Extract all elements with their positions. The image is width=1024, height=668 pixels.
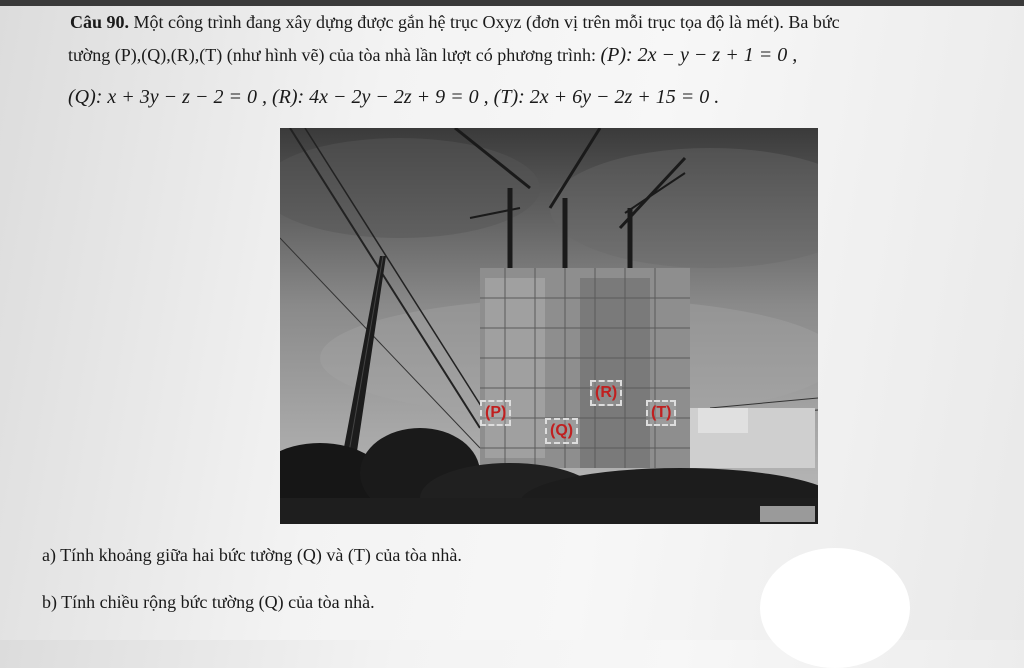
wall-label-t: (T) <box>646 400 676 426</box>
problem-number: Câu 90. <box>70 12 130 32</box>
problem-line-2-prefix: tường (P),(Q),(R),(T) (như hình vẽ) của tòa nhà lần lượt có phương trình: <box>68 45 596 65</box>
equation-p: (P): 2x − y − z + 1 = 0 , <box>600 44 798 66</box>
problem-line-2 <box>68 44 797 67</box>
top-border <box>0 0 1024 6</box>
construction-photo <box>280 128 818 524</box>
wall-label-q: (Q) <box>545 418 578 444</box>
wall-label-r: (R) <box>590 380 622 406</box>
problem-line-1 <box>70 12 840 33</box>
question-a: a) Tính khoảng giữa hai bức tường (Q) và (T) của tòa nhà. <box>42 545 462 565</box>
problem-line-3 <box>68 86 719 109</box>
equations-qrt: (Q): x + 3y − z − 2 = 0 , (R): 4x − 2y − 2z + 9 = 0 , (T): 2x + 6y − 2z + 15 = 0 . <box>68 86 720 108</box>
question-b: b) Tính chiều rộng bức tường (Q) của tòa nhà. <box>42 592 375 612</box>
wall-label-p: (P) <box>480 400 511 426</box>
white-smudge <box>760 548 910 668</box>
problem-line-1-text: Một công trình đang xây dựng được gắn hệ trục Oxyz (đơn vị trên mỗi trục tọa độ là mét). Ba bức <box>133 12 840 32</box>
